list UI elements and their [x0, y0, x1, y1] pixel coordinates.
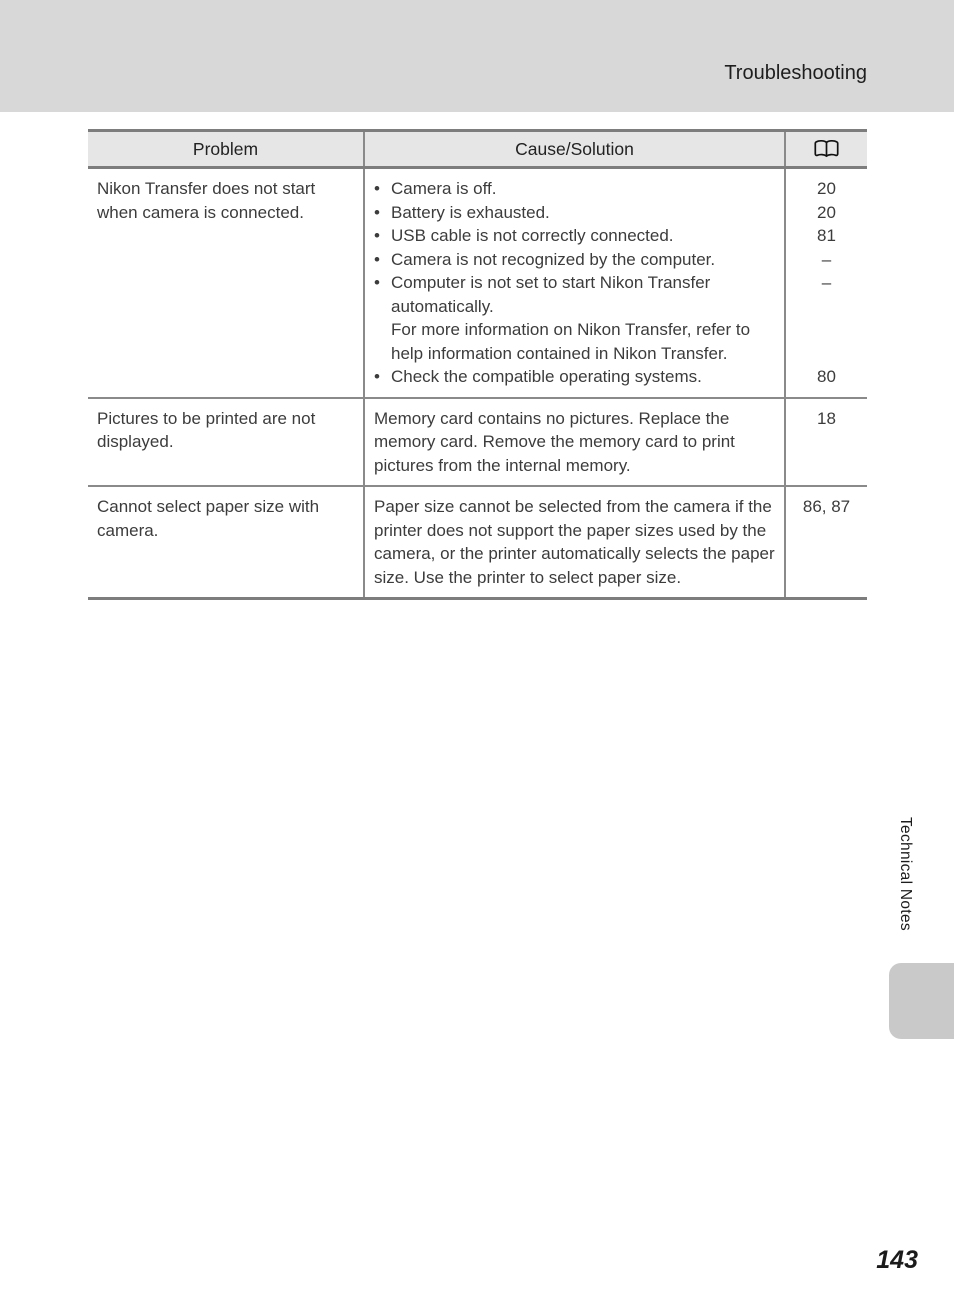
open-book-icon: [813, 139, 840, 159]
chapter-sidebar-label: Technical Notes: [897, 817, 914, 931]
table-header-row: [88, 132, 867, 169]
cause-item: [365, 271, 867, 318]
items-list: [365, 169, 867, 397]
items-list: [365, 399, 867, 486]
column-divider: [784, 169, 786, 397]
item-text: For more information on Nikon Transfer, refer to help information contained in Nikon Transfer.: [391, 320, 751, 363]
header-band: [0, 0, 954, 112]
item-text: Camera is off.: [391, 179, 497, 198]
bullet-marker: •: [374, 179, 380, 198]
cause-item: [365, 407, 867, 478]
page-ref: 86, 87: [802, 497, 851, 516]
chapter-section-tab: [889, 963, 954, 1039]
cause-item: [365, 201, 867, 225]
bullet-marker: •: [374, 273, 380, 292]
page-ref: –: [821, 273, 832, 292]
column-divider: [784, 399, 786, 486]
cause-item: [365, 365, 867, 389]
table-row: [88, 485, 867, 597]
item-text: Paper size cannot be selected from the camera if the printer does not support the paper sizes used by the camera, or the printer automatically selects the paper size. Use the printer to select paper size.: [374, 497, 775, 587]
item-text: Check the compatible operating systems.: [391, 367, 702, 386]
page-ref: –: [821, 249, 832, 269]
table-row: [88, 169, 867, 397]
page-ref: 18: [817, 408, 836, 428]
bullet-marker: •: [374, 226, 380, 245]
page-ref: 20: [817, 202, 836, 222]
table-row: [88, 397, 867, 486]
page-ref: 81: [817, 226, 836, 245]
table-body: [88, 169, 867, 597]
page-ref: 80: [817, 367, 836, 386]
cause-item: [365, 318, 867, 365]
items-list: [365, 487, 867, 597]
bullet-marker: •: [374, 202, 380, 222]
cause-item: [365, 224, 867, 248]
problem-cell: Nikon Transfer does not start when camera is connected.: [88, 169, 365, 397]
running-header-title: Troubleshooting: [724, 62, 867, 84]
item-text: Memory card contains no pictures. Replace the memory card. Remove the memory card to print pictures from the internal memory.: [374, 408, 735, 475]
troubleshooting-table: [88, 129, 867, 600]
item-text: USB cable is not correctly connected.: [391, 226, 674, 245]
problem-cell: Pictures to be printed are not displayed.: [88, 399, 365, 486]
problem-cell: Cannot select paper size with camera.: [88, 487, 365, 597]
item-text: Battery is exhausted.: [391, 202, 550, 222]
page-ref: 20: [817, 179, 836, 198]
item-text: Camera is not recognized by the computer.: [391, 249, 716, 269]
bullet-marker: •: [374, 249, 380, 269]
item-text: Computer is not set to start Nikon Transfer automatically.: [391, 273, 711, 316]
cause-item: [365, 495, 867, 589]
column-header-problem: Problem: [88, 132, 365, 166]
cause-item: [365, 177, 867, 201]
column-header-page-ref: [786, 132, 867, 166]
cause-item: [365, 248, 867, 272]
page-number: 143: [876, 1246, 918, 1274]
bullet-marker: •: [374, 367, 380, 386]
column-divider: [784, 487, 786, 597]
column-header-cause-solution: Cause/Solution: [365, 132, 786, 166]
